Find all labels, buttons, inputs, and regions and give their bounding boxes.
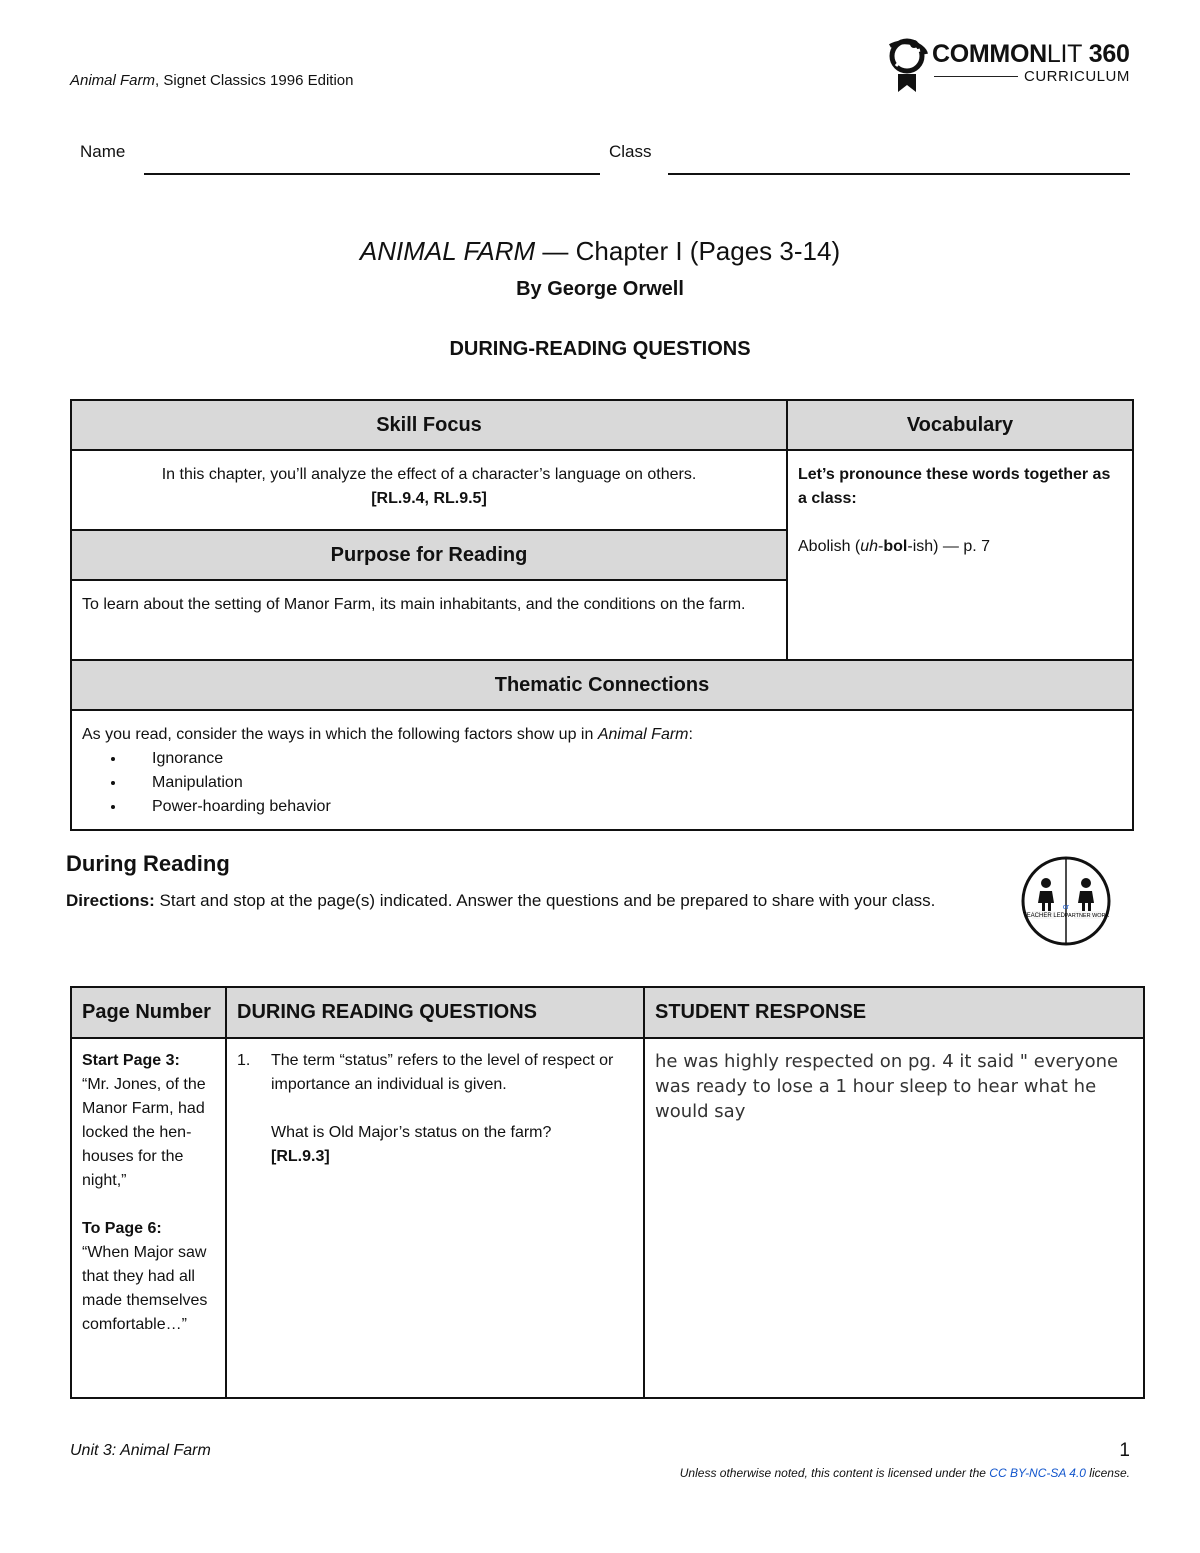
vocabulary-header: Vocabulary (787, 400, 1133, 450)
svg-text:PARTNER WORK: PARTNER WORK (1064, 913, 1110, 919)
class-field[interactable] (668, 173, 1130, 175)
question-cell (226, 1038, 644, 1398)
class-label: Class (609, 142, 652, 161)
section-heading: DURING-READING QUESTIONS (449, 338, 751, 360)
list-item: • Manipulation (126, 771, 1122, 795)
purpose-header: Purpose for Reading (71, 530, 787, 580)
skill-focus-text: In this chapter, you’ll analyze the effect of a character’s language on others. (161, 466, 697, 483)
info-table (70, 399, 1134, 831)
vocab-intro: Let’s pronounce these words together as a class: (798, 466, 1111, 507)
edition-note (70, 72, 353, 89)
thematic-header: Thematic Connections (71, 660, 1133, 710)
logo-wordmark: COMMONLIT 360 (932, 40, 1130, 68)
col-header-response: STUDENT RESPONSE (644, 987, 1144, 1038)
question-prompt: What is Old Major’s status on the farm? (271, 1124, 552, 1141)
page-number: 1 (1119, 1440, 1130, 1461)
name-field[interactable] (144, 173, 600, 175)
author-byline: By George Orwell (516, 278, 684, 300)
purpose-text: To learn about the setting of Manor Farm, its main inhabitants, and the conditions on the farm. (71, 580, 787, 660)
logo-subtitle: CURRICULUM (1024, 68, 1130, 85)
svg-text:TEACHER LED: TEACHER LED (1022, 913, 1066, 919)
question-number: 1. (237, 1052, 251, 1069)
end-page-quote: “When Major saw that they had all made themselves comfortable…” (82, 1244, 208, 1333)
commonlit-logo (884, 36, 1134, 94)
question-table (70, 986, 1145, 1399)
list-item: • Ignorance (126, 747, 1122, 771)
page-title: ANIMAL FARM — Chapter I (Pages 3-14) (359, 236, 841, 266)
col-header-questions: DURING READING QUESTIONS (226, 987, 644, 1038)
svg-text:or: or (1062, 904, 1070, 911)
start-page-label: Start Page 3: (82, 1052, 180, 1069)
factor-list (82, 747, 1122, 819)
list-item: • Power-hoarding behavior (126, 795, 1122, 819)
name-label: Name (80, 142, 126, 161)
during-reading-heading: During Reading (66, 851, 230, 876)
logo-divider (934, 76, 1018, 77)
edition-rest: , Signet Classics 1996 Edition (155, 72, 354, 89)
end-page-label: To Page 6: (82, 1220, 162, 1237)
vocab-word: Abolish (uh-bol-ish) — p. 7 (798, 538, 991, 555)
edition-title: Animal Farm (70, 72, 156, 89)
footer-unit: Unit 3: Animal Farm (70, 1442, 211, 1459)
col-header-page: Page Number (71, 987, 226, 1038)
license-link[interactable]: CC BY-NC-SA 4.0 (989, 1466, 1086, 1480)
skill-focus-standards: [RL.9.4, RL.9.5] (371, 490, 487, 507)
vocabulary-cell (787, 450, 1133, 660)
teacher-led-or-partner-work-icon (1020, 855, 1112, 947)
start-page-quote: “Mr. Jones, of the Manor Farm, had locked the hen-houses for the night,” (82, 1076, 206, 1189)
thematic-cell (71, 710, 1133, 830)
page-range-cell (71, 1038, 226, 1398)
question-text: The term “status” refers to the level of respect or importance an individual is given. (271, 1052, 614, 1093)
skill-focus-cell (71, 450, 787, 530)
skill-focus-header: Skill Focus (71, 400, 787, 450)
question-standard: [RL.9.3] (271, 1148, 330, 1165)
thematic-intro: As you read, consider the ways in which the following factors show up in Animal Farm: (82, 726, 693, 743)
student-response-field[interactable]: he was highly respected on pg. 4 it said " everyone was ready to lose a 1 hour sleep to hear what he would say (644, 1038, 1144, 1398)
license-note: Unless otherwise noted, this content is licensed under the CC BY-NC-SA 4.0 license. (679, 1466, 1130, 1480)
globe-ribbon-icon (884, 36, 930, 94)
directions: Directions: Start and stop at the page(s) indicated. Answer the questions and be prepared to share with your class. (66, 891, 936, 910)
